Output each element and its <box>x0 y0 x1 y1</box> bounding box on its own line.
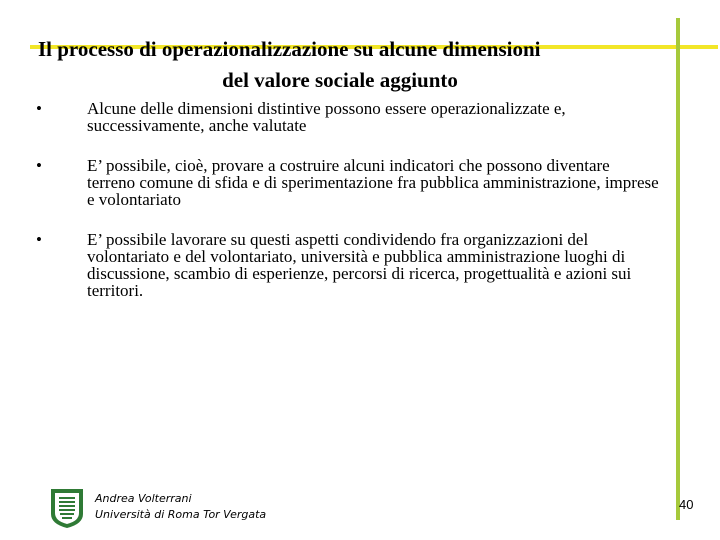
university-crest-icon <box>48 486 86 530</box>
bullet-dot: • <box>36 156 42 175</box>
footer-credit <box>95 491 266 523</box>
green-vertical-rule <box>676 18 680 520</box>
bullet-text: Alcune delle dimensioni distintive possono essere operazionalizzate e, successivamente, anche valutate <box>87 99 566 135</box>
bullet-text: E’ possibile, cioè, provare a costruire alcuni indicatori che possono diventare terreno comune di sfida e di sperimentazione fra pubblica amministrazione, imprese e volontariato <box>87 156 659 209</box>
page-number: 40 <box>679 497 694 512</box>
slide-title <box>30 34 650 96</box>
bullet-dot: • <box>36 230 42 249</box>
slide-title-line-1: Il processo di operazionalizzazione su alcune dimensioni <box>38 37 541 61</box>
bullet-item-2 <box>36 157 660 208</box>
slide-title-line-2: del valore sociale aggiunto <box>222 68 458 92</box>
bullet-item-3 <box>36 231 660 299</box>
bullet-item-1 <box>36 100 660 134</box>
footer-institution: Università di Roma Tor Vergata <box>95 508 267 521</box>
footer-author: Andrea Volterrani <box>95 492 192 505</box>
bullet-list <box>36 100 660 299</box>
bullet-text: E’ possibile lavorare su questi aspetti condividendo fra organizzazioni del volontariato e del volontariato, università e pubblica amministrazione luoghi di discussione, scambio di esperienze, percorsi di ricerca, progettualità e azioni sui territori. <box>87 230 632 300</box>
bullet-dot: • <box>36 99 42 118</box>
